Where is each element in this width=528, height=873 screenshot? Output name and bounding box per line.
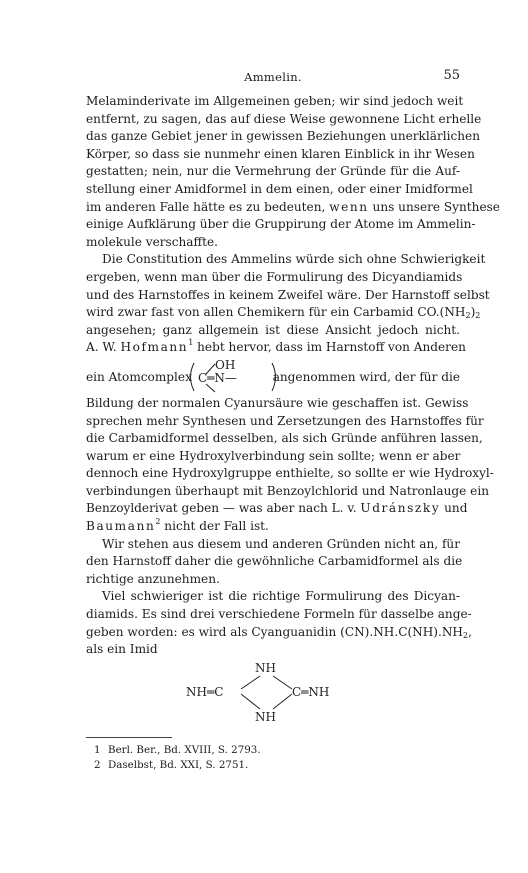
imid-structure [186,659,346,727]
formula-cn: C═N— [198,370,237,385]
imid-formula [86,659,460,727]
running-header [86,70,460,88]
text-line: dennoch eine Hydroxylgruppe enthielte, so sollte er wie Hydroxyl- [86,466,494,481]
text-line: Viel schwieriger ist die richtige Formulirung des Dicyan- [102,589,460,604]
text-line: einige Aufklärung über die Gruppirung der Atome im Ammelin- [86,217,476,232]
text-line: A. W. Hofmann$^1$ hebt hervor, dass im Harnstoff von Anderen [86,338,466,355]
imid-right: C═NH [292,684,330,699]
text-line: das ganze Gebiet jener in gewissen Beziehungen unerklärlichen [86,129,480,144]
footnote: 2 Daselbst, Bd. XXI, S. 2751. [94,759,249,771]
text-line: stellung einer Amidformel in dem einen, oder einer Imidformel [86,181,473,196]
imid-top: NH [255,660,276,675]
text-line: gestatten; nein, nur die Vermehrung der Gründe für die Auf- [86,164,460,179]
text-line: molekule verschaffte. [86,234,218,249]
text-line: entfernt, zu sagen, das auf diese Weise gewonnene Licht erhelle [86,111,482,126]
page-number: 55 [443,68,460,83]
text-line: angesehen; ganz allgemein ist diese Ansicht jedoch nicht. [86,322,460,337]
footnote-ref: 2 [155,517,161,527]
formula-oh: OH [215,357,236,372]
text-line: Körper, so dass sie nunmehr einen klaren Einblick in ihr Wesen [86,146,475,161]
text-line: diamids. Es sind drei verschiedene Formeln für dasselbe ange- [86,607,472,622]
text-line: Die Constitution des Ammelins würde sich ohne Schwierigkeit [102,252,486,267]
footnote-ref: 1 [188,338,194,348]
text-line: richtige anzunehmen. [86,571,220,586]
author-name: Baumann [86,519,156,534]
text-line: als ein Imid [86,642,158,657]
text-line: Bildung der normalen Cyanursäure wie geschaffen ist. Gewiss [86,395,469,410]
imid-left: NH═C [186,684,224,699]
text-line: verbindungen überhaupt mit Benzoylchlorid und Natronlauge ein [86,483,489,498]
text-line: den Harnstoff daher die gewöhnliche Carbamidformel als die [86,554,463,569]
text-line: Melaminderivate im Allgemeinen geben; wir sind jedoch weit [86,94,464,108]
text-line: Wir stehen aus diesem und anderen Gründen nicht an, für [102,536,460,551]
text-line: warum er eine Hydroxylverbindung sein sollte; wenn er aber [86,448,461,463]
text-line: Baumann$^2$ nicht der Fall ist. [86,517,269,534]
running-title: Ammelin. [244,70,302,84]
main-text [86,93,500,727]
text-line: die Carbamidformel desselben, als sich Gründe anführen lassen, [86,431,483,446]
text-line: geben worden: es wird als Cyanguanidin $(CN).NH.C(NH).NH_2$, [86,624,472,640]
text-line: ergeben, wenn man über die Formulirung des Dicyandiamids [86,269,463,284]
text-line: Benzoylderivat geben — was aber nach L. v. Udránszky und [86,501,468,516]
imid-bottom: NH [255,709,276,724]
footnote-rule [86,737,172,738]
atom-complex-formula [184,357,282,395]
footnote: 1 Berl. Ber., Bd. XVIII, S. 2793. [94,744,261,756]
atom-complex-line: ein Atomcomplex C═N— OH angenommen wird, der für die [86,357,460,395]
author-name: Udránszky [360,501,441,516]
spaced-emphasis: wenn [329,199,369,214]
text-line: im anderen Falle hätte es zu bedeuten, wenn uns unsere Synthese [86,199,500,214]
footnotes [94,743,261,773]
author-name: Hofmann [120,340,189,355]
text-line: sprechen mehr Synthesen und Zersetzungen des Harnstoffes für [86,413,484,428]
text-line: und des Harnstoffes in keinem Zweifel wäre. Der Harnstoff selbst [86,287,490,302]
text-line: wird zwar fast von allen Chemikern für ein Carbamid $CO.(NH_2)_2$ [86,305,481,321]
